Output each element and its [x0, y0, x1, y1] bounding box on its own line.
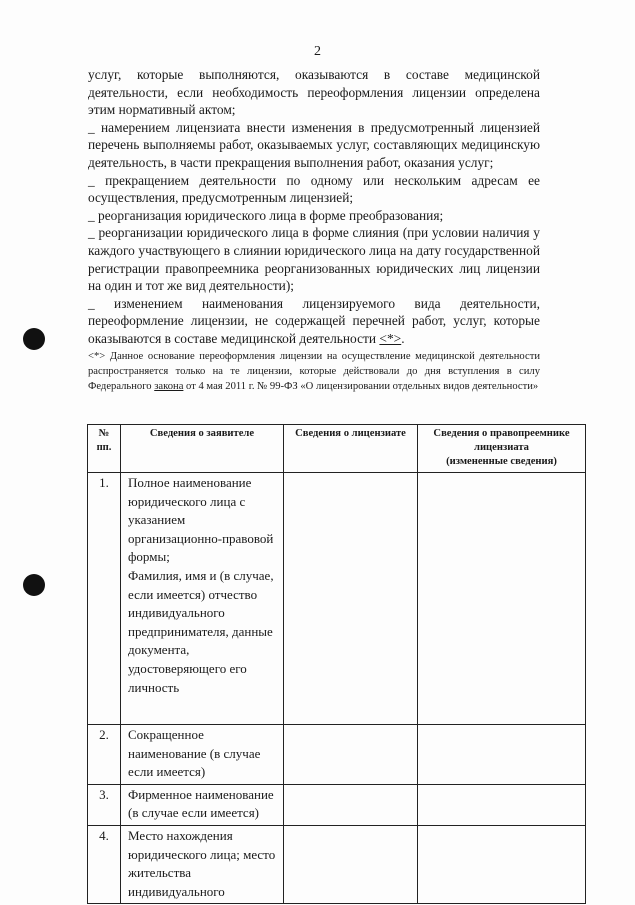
footnote: [88, 350, 540, 394]
table-row: [88, 473, 586, 725]
punch-hole-lower: [23, 574, 45, 596]
header-number: № пп.: [88, 425, 121, 473]
paragraph: _ реорганизация юридического лица в форме преобразования;: [88, 207, 444, 223]
row-number: 4.: [88, 825, 121, 903]
paragraph-text: _ изменением наименования лицензируемого вида деятельности, переоформление лицензии, не содержащей перечней работ, услуг, которые оказываются в составе медицинской деятельности: [88, 295, 540, 346]
punch-hole-upper: [23, 328, 45, 350]
row-label: Сокращенное наименование (в случае если имеется): [121, 725, 284, 785]
paragraph: _ реорганизации юридического лица в форме слияния (при условии наличия у каждого участвующего в слиянии юридического лица на дату государственной регистрации правопреемника реорганизованных юридических лиц лицензии на один и тот же вид деятельности);: [88, 225, 540, 294]
successor-cell: [418, 473, 586, 725]
table-header-row: [88, 425, 586, 473]
header-applicant: Сведения о заявителе: [121, 425, 284, 473]
footnote-text-end: от 4 мая 2011 г. № 99-ФЗ «О лицензировании отдельных видов деятельности»: [183, 380, 539, 392]
row-label: Полное наименование юридического лица с указанием организационно-правовой формы; Фамилия, имя и (в случае, если имеется) отчество индивидуального предпринимателя, данные документа, удостоверяющего его личность: [121, 473, 284, 725]
footnote-reference-link[interactable]: <*>: [379, 330, 402, 346]
paragraph: услуг, которые выполняются, оказываются в составе медицинской деятельности, если необходимость переоформления лицензии определена этим нормативный актом;: [88, 67, 540, 118]
footnote-text: <*> Данное основание переоформления лицензии на осуществление медицинской деятельности распространяется только на те лицензии, которые действовали до дня вступления в силу Федерального: [88, 351, 540, 392]
successor-cell: [418, 784, 586, 825]
licensee-cell: [284, 825, 418, 903]
successor-cell: [418, 725, 586, 785]
row-label: Место нахождения юридического лица; место жительства индивидуального: [121, 825, 284, 903]
licensee-cell: [284, 725, 418, 785]
successor-cell: [418, 825, 586, 903]
license-info-table: [87, 424, 586, 904]
licensee-cell: [284, 784, 418, 825]
body-text: [88, 66, 540, 348]
row-number: 3.: [88, 784, 121, 825]
header-licensee: Сведения о лицензиате: [284, 425, 418, 473]
table-row: [88, 784, 586, 825]
page-number: 2: [314, 44, 321, 59]
row-label: Фирменное наименование (в случае если имеется): [121, 784, 284, 825]
paragraph: _ намерением лицензиата внести изменения в предусмотренный лицензией перечень выполняемы работ, оказываемых услуг, составляющих медицинскую деятельность, в части прекращения выполнения работ, оказания услуг;: [88, 119, 540, 170]
table-row: [88, 825, 586, 903]
law-link[interactable]: закона: [154, 380, 184, 392]
row-number: 2.: [88, 725, 121, 785]
header-successor: Сведения о правопреемнике лицензиата (измененные сведения): [418, 425, 586, 473]
licensee-cell: [284, 473, 418, 725]
paragraph-end: .: [401, 330, 405, 346]
row-number: 1.: [88, 473, 121, 725]
paragraph: _ прекращением деятельности по одному или нескольким адресам ее осуществления, предусмотренным лицензией;: [88, 172, 540, 206]
table-row: [88, 725, 586, 785]
paragraph: [88, 295, 540, 348]
